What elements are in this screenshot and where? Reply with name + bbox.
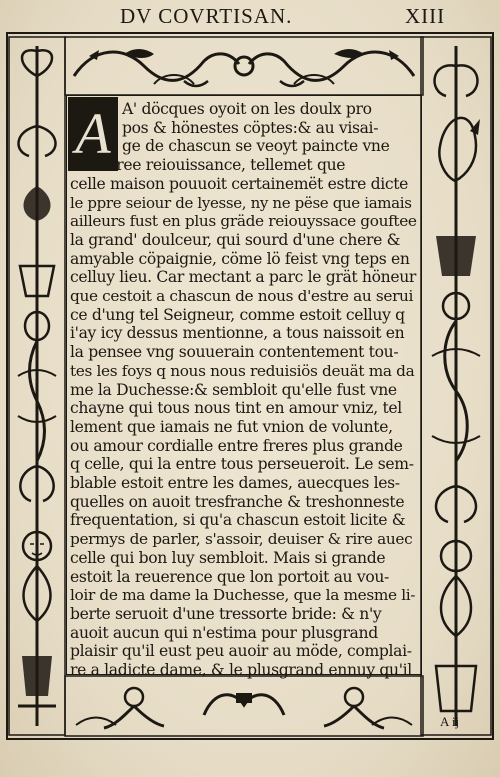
text-line: pos & hönestes cöptes:& au visai- bbox=[122, 118, 379, 137]
text-line: amyable cöpaignie, cöme lö feist vng teps en bbox=[70, 249, 410, 268]
bottom-putti-frieze-icon bbox=[64, 675, 424, 737]
text-line: auoit aucun qui n'estima pour plusgrand bbox=[70, 623, 378, 642]
initial-letter: A bbox=[75, 101, 111, 166]
text-line: ailleurs fust en plus gräde reiouyssace gouftee bbox=[70, 212, 417, 231]
catchword: A ij bbox=[440, 714, 460, 729]
text-line: frequentation, si qu'a chascun estoit licite & bbox=[70, 511, 406, 530]
text-line: berte seruoit d'une tressorte bride: & n'y bbox=[70, 604, 382, 623]
text-line: blable estoit entre les dames, auecques les- bbox=[70, 474, 400, 492]
text-line: loir de ma dame la Duchesse, que la mesme li- bbox=[70, 586, 416, 605]
text-line: plaisir qu'il eust peu auoir au möde, complai- bbox=[70, 642, 412, 661]
text-line: re a ladicte dame, & le plusgrand ennuy qu'il bbox=[70, 661, 412, 679]
text-line: celluy lieu. Car mectant a parc le grät höneur bbox=[70, 268, 417, 287]
text-line: q celle, qui la entre tous perseueroit. Le sem- bbox=[70, 455, 414, 474]
text-line: lement que iamais ne fut vnion de volunte, bbox=[70, 417, 393, 436]
text-line: celle maison pouuoit certainemët estre dicte bbox=[70, 174, 409, 193]
text-line: tes les foys q nous nous reduisiös deuät ma da bbox=[70, 361, 415, 380]
text-line: que cestoit a chascun de nous d'estre au serui bbox=[70, 287, 414, 305]
text-line: estoit la reuerence que lon portoit au vou- bbox=[70, 567, 389, 586]
text-line: quelles on auoit tresfranche & treshonneste bbox=[70, 492, 405, 511]
text-line: ge de chascun se veoyt paincte vne bbox=[122, 137, 390, 156]
left-foliate-column-icon bbox=[8, 36, 66, 736]
folio-number: XIII bbox=[405, 4, 446, 28]
text-line: la grand' doulceur, qui sourd d'une chere & bbox=[70, 230, 401, 249]
text-line: la pensee vng souuerain contentement tou- bbox=[70, 343, 399, 362]
text-line: me la Duchesse:& sembloit qu'elle fust vne bbox=[70, 380, 397, 399]
text-line: le ppre seiour de lyesse, ny ne pëse que iamais bbox=[70, 193, 412, 212]
text-line: deliberee reiouissance, tellemet que bbox=[70, 156, 346, 175]
top-dragon-frieze-icon bbox=[64, 36, 424, 96]
text-line: A' döcques oyoit on les doulx pro bbox=[122, 100, 372, 118]
running-title: DV COVRTISAN. bbox=[120, 4, 293, 28]
text-line: chayne qui tous nous tint en amour vniz, tel bbox=[70, 399, 402, 418]
text-line: permys de parler, s'assoir, deuiser & rire auec bbox=[70, 530, 413, 549]
right-foliate-column-icon bbox=[420, 36, 492, 736]
running-head bbox=[0, 2, 500, 30]
text-line: celle qui bon luy sembloit. Mais si grande bbox=[70, 548, 386, 567]
text-line: i'ay icy dessus mentionne, a tous naissoit en bbox=[70, 324, 405, 343]
text-line: ce d'ung tel Seigneur, comme estoit celluy q bbox=[70, 305, 405, 324]
text-line: ou amour cordialle entre freres plus grande bbox=[70, 436, 403, 455]
